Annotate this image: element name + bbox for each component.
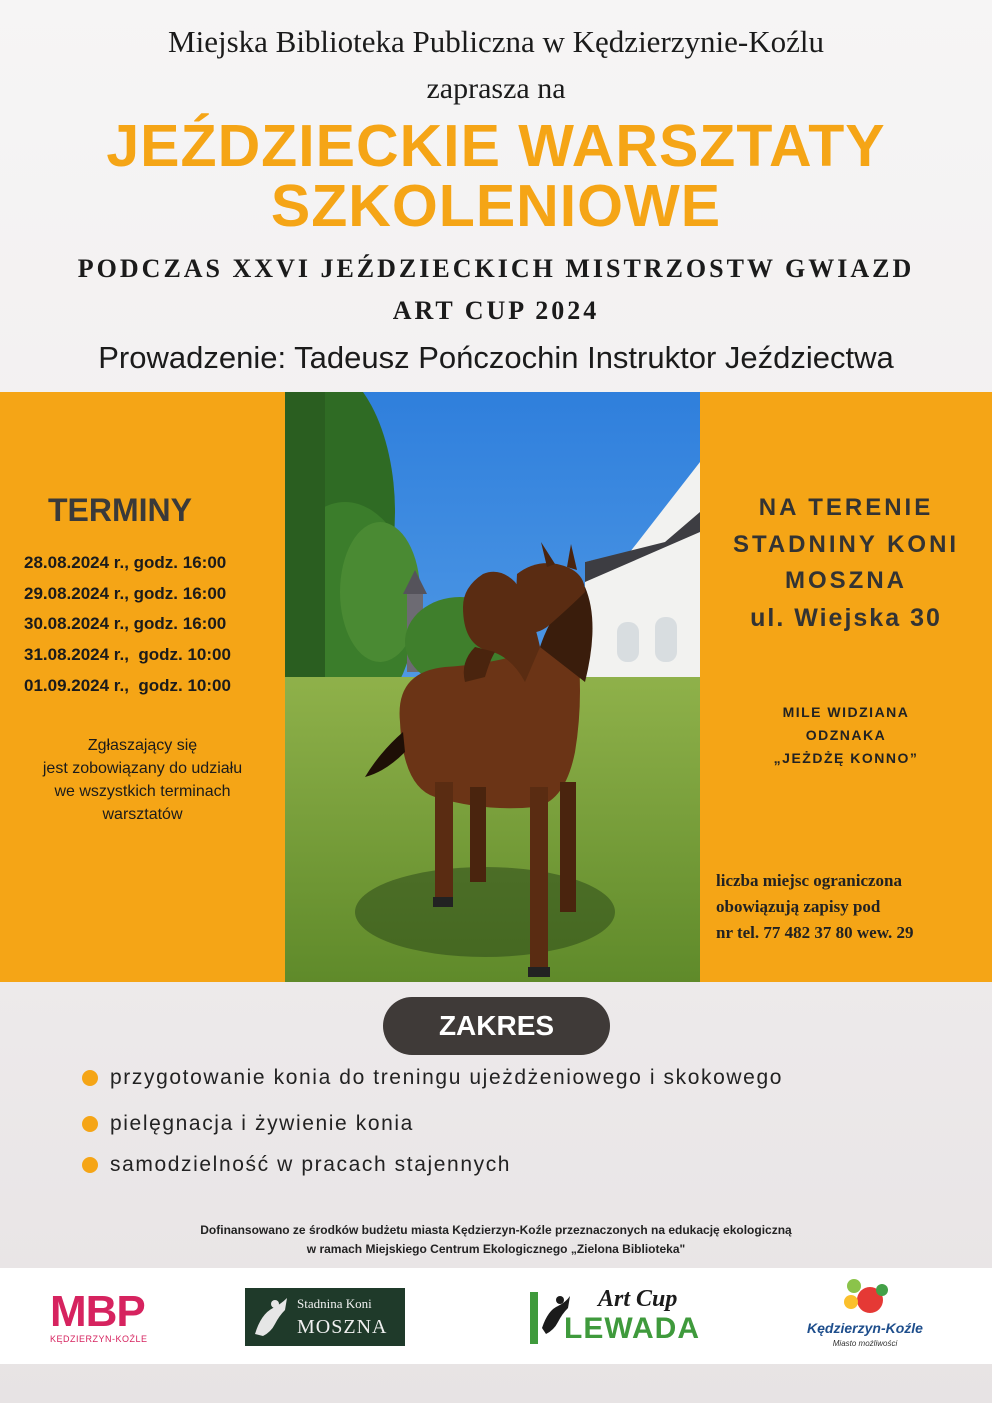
zakres-pill: ZAKRES [383,997,610,1055]
zakres-item-2 [82,1112,414,1136]
mbp-logo [50,1287,170,1344]
date-item-1: 28.08.2024 r., godz. 16:00 [24,553,227,572]
jumping-horse-icon [251,1294,291,1340]
note-line-4: warsztatów [102,806,183,823]
zakres-item-label: pielęgnacja i żywienie konia [110,1112,414,1135]
badge-line-3: „JEŻDŻĘ KONNO” [773,750,919,766]
city-balls-icon [840,1278,890,1318]
date-item-4: 31.08.2024 r., godz. 10:00 [24,645,231,664]
funding-line-1: Dofinansowano ze środków budżetu miasta Kędzierzyn-Koźle przeznaczonych na edukację ekologiczną [200,1223,792,1237]
zakres-item-label: przygotowanie konia do treningu ujeżdżeniowego i skokowego [110,1066,784,1089]
stadnina-line2: MOSZNA [297,1316,388,1338]
terminy-title: TERMINY [48,492,192,528]
invites-line: zaprasza na [426,72,566,105]
check-icon [82,1157,98,1173]
zakres-item-1 [82,1066,783,1090]
note-line-1: Zgłaszający się [87,737,198,754]
badge-line-2: ODZNAKA [805,727,887,743]
stadnina-line1: Stadnina Koni [297,1296,372,1311]
limit-line-1: liczba miejsc ograniczona [716,871,903,890]
artcup-text: Art Cup [598,1286,678,1312]
event-title [0,113,992,239]
city-name: Kędzierzyn-Koźle [807,1320,923,1336]
limit-line-3: nr tel. 77 482 37 80 wew. 29 [716,923,914,942]
date-item-3: 30.08.2024 r., godz. 16:00 [24,614,227,633]
check-icon [82,1116,98,1132]
stadnina-logo [245,1288,405,1346]
lewada-text: LEWADA [564,1312,700,1345]
note-line-2: jest zobowiązany do udziału [42,760,243,777]
badge-line-1: MILE WIDZIANA [782,704,910,720]
location-line-2: STADNINY KONI [732,531,960,558]
location-panel [700,392,992,982]
instructor-line: Prowadzenie: Tadeusz Pończochin Instruktor Jeździectwa [98,340,894,375]
mbp-logo-subtext: KĘDZIERZYN-KOŹLE [50,1334,148,1344]
organizer-line: Miejska Biblioteka Publiczna w Kędzierzynie-Koźlu [168,24,824,59]
mbp-logo-text: MBP [50,1287,145,1336]
funding-line-2: w ramach Miejskiego Centrum Ekologicznego „Zielona Biblioteka" [306,1242,686,1256]
date-item-2: 29.08.2024 r., godz. 16:00 [24,584,227,603]
note-line-3: we wszystkich terminach [54,783,231,800]
participation-note [0,734,285,826]
subtitle-line2: ART CUP 2024 [392,296,600,325]
check-icon [82,1070,98,1086]
event-title-line2: SZKOLENIOWE [270,173,722,239]
city-logo [800,1278,930,1358]
artcup-lewada-logo [528,1284,703,1348]
horse-photo [285,392,700,982]
location-line-3: MOSZNA [785,567,907,594]
event-title-line1: JEŹDZIECKIE WARSZTATY [106,113,886,179]
location-street: ul. Wiejska 30 [750,604,942,632]
date-item-5: 01.09.2024 r., godz. 10:00 [24,676,231,695]
limit-line-2: obowiązują zapisy pod [716,897,881,916]
location-line-1: NA TERENIE [758,494,934,521]
zakres-item-label: samodzielność w pracach stajennych [110,1153,512,1176]
zakres-item-3 [82,1153,511,1177]
subtitle-line1: PODCZAS XXVI JEŹDZIECKICH MISTRZOSTW GWIAZD [77,254,915,283]
city-tagline: Miasto możliwości [832,1339,898,1348]
